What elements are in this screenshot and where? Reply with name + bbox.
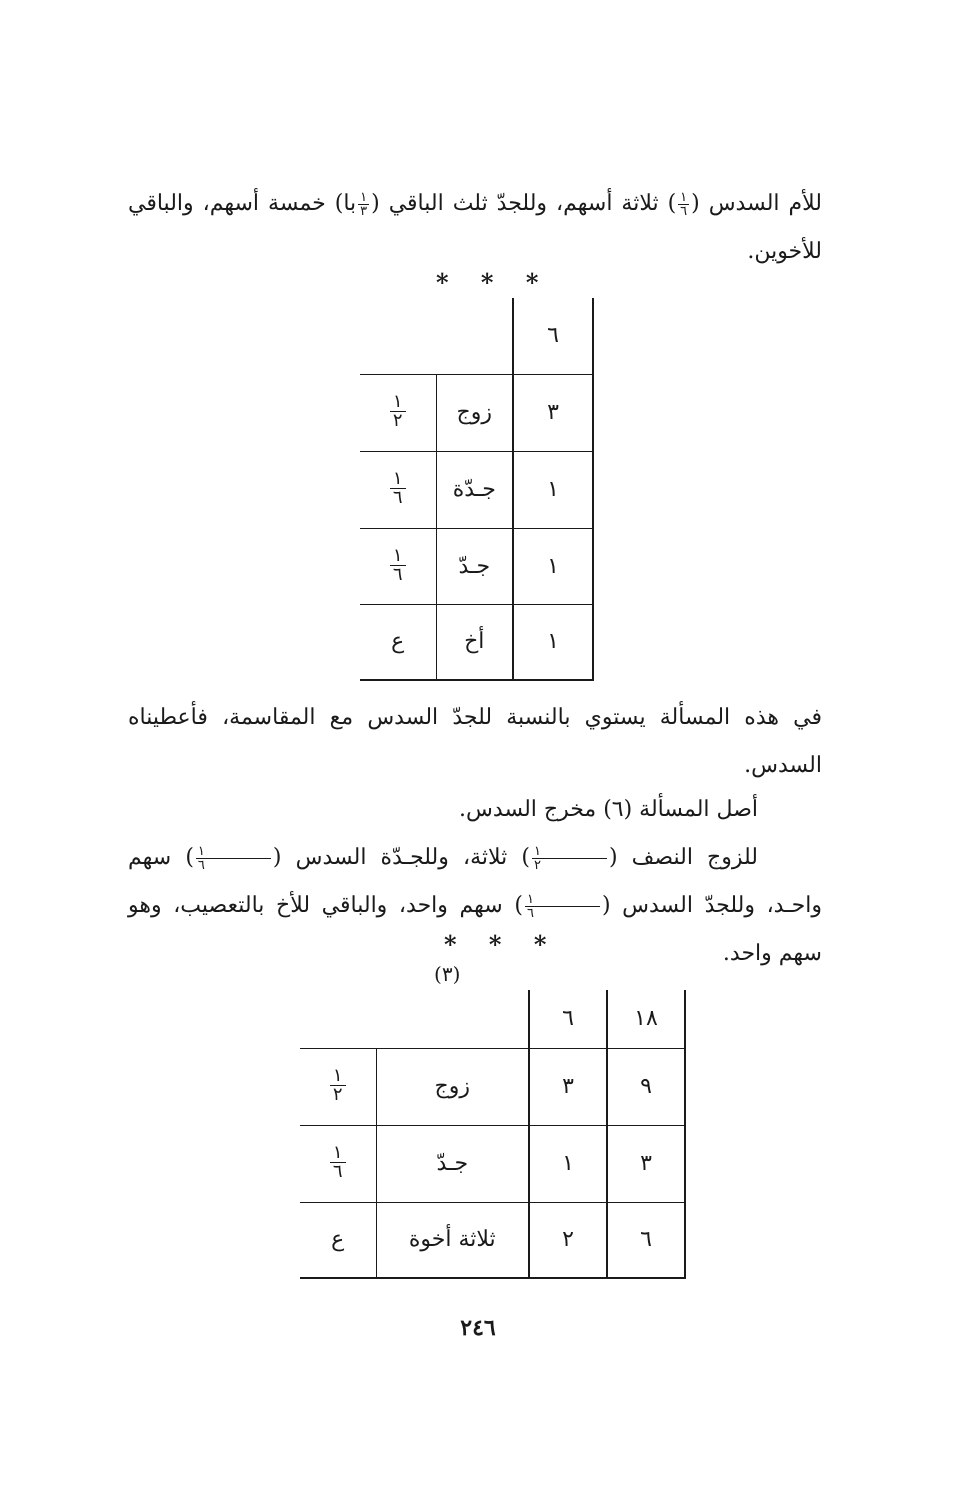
- share-fraction: [390, 470, 406, 507]
- table-cell-value: ٣: [529, 1048, 607, 1125]
- inheritance-table-2: [300, 990, 686, 1279]
- table-cell-corrected: ٣: [607, 1125, 685, 1202]
- fraction-numerator: ١: [525, 893, 600, 907]
- fraction-denominator: ٦: [392, 563, 403, 585]
- table-cell-value: ١: [529, 1125, 607, 1202]
- text-segment: ) ثلاثة أسهم، وللجدّ ثلث الباقي (: [371, 191, 677, 216]
- page-number: ٢٤٦: [460, 1315, 496, 1341]
- fraction-one-sixth: [678, 191, 689, 218]
- fraction-denominator: ٦: [392, 487, 403, 508]
- table-cell-share: [360, 374, 436, 451]
- table-cell-heir: جـدّة: [436, 451, 513, 528]
- table-cell-empty: [360, 298, 436, 374]
- table-cell-share: ع: [300, 1202, 376, 1278]
- fraction-numerator: ١: [360, 189, 368, 205]
- table-cell-value: ٢: [529, 1202, 607, 1278]
- table-cell-heir: جـدّ: [376, 1125, 529, 1202]
- fraction-numerator: ١: [390, 470, 406, 489]
- fraction-denominator: ٢: [332, 1084, 343, 1105]
- table-cell-corrected: ٦: [607, 1202, 685, 1278]
- table-cell-heir: جـدّ: [436, 528, 513, 604]
- table-cell-share: [360, 528, 436, 604]
- table-cell-share: [300, 1125, 376, 1202]
- table-cell-value: ١: [513, 528, 593, 604]
- separator-stars: * * *: [436, 268, 551, 297]
- table-cell-base: ٦: [513, 298, 593, 374]
- fraction-one-half: [532, 845, 607, 872]
- share-fraction: [390, 544, 406, 585]
- fraction-denominator: ٣: [360, 203, 368, 219]
- table-cell-heir: زوج: [436, 374, 513, 451]
- separator-stars: * * *: [444, 930, 559, 959]
- fraction-numerator: ١: [680, 189, 688, 205]
- table-cell-share: [300, 1048, 376, 1125]
- text-segment: ) خمسة أسهم، والباقي للأخوين.: [128, 191, 822, 264]
- text-segment: للزوج النصف (: [608, 845, 759, 870]
- table-cell-share: ع: [360, 604, 436, 680]
- fraction-denominator: ٦: [332, 1161, 343, 1182]
- table-cell-empty: [376, 990, 529, 1048]
- fraction-one-third: [358, 191, 369, 218]
- paragraph-grandfather-note: في هذه المسألة يستوي بالنسبة للجدّ السدس مع المقاسمة، فأعطيناه السدس.: [128, 705, 822, 778]
- fraction-denominator: ٢: [533, 857, 541, 873]
- paragraph-mother-share: [128, 180, 822, 276]
- text-segment: ) سهم واحـد، وللجدّ السدس (: [128, 845, 823, 918]
- fraction-numerator: ١: [532, 845, 607, 859]
- table-cell-corrected: ١٨: [607, 990, 685, 1048]
- inheritance-table-1: [360, 298, 594, 681]
- fraction-denominator: ٦: [680, 203, 688, 219]
- fraction-one-sixth: [525, 893, 600, 920]
- table-cell-heir: أخ: [436, 604, 513, 680]
- fraction-numerator: ١: [390, 393, 406, 412]
- table-cell-share: [360, 451, 436, 528]
- table-cell-value: ١: [513, 604, 593, 680]
- text-segment: با: [343, 191, 357, 216]
- table-cell-value: ٣: [513, 374, 593, 451]
- table-cell-empty: [300, 990, 376, 1048]
- share-fraction: [330, 1144, 346, 1181]
- fraction-numerator: ١: [390, 547, 406, 566]
- share-fraction: [330, 1067, 346, 1104]
- paragraph-origin: أصل المسألة (٦) مخرج السدس.: [459, 797, 758, 822]
- table-cell-corrected: ٩: [607, 1048, 685, 1125]
- fraction-numerator: ١: [330, 1067, 346, 1086]
- multiplier-label: (٣): [434, 962, 461, 986]
- fraction-one-sixth: [196, 845, 271, 872]
- share-fraction: [390, 393, 406, 430]
- table-cell-heir: زوج: [376, 1048, 529, 1125]
- table-cell-heir: ثلاثة أخوة: [376, 1202, 529, 1278]
- table-cell-value: ١: [513, 451, 593, 528]
- fraction-denominator: ٦: [526, 905, 534, 921]
- table-cell-base: ٦: [529, 990, 607, 1048]
- table-cell-empty: [436, 298, 513, 374]
- text-segment: ) سهم واحد، والباقي للأخ بالتعصيب، وهو سهم واحد.: [128, 893, 822, 966]
- fraction-denominator: ٦: [197, 857, 205, 873]
- fraction-numerator: ١: [196, 845, 271, 859]
- fraction-numerator: ١: [330, 1144, 346, 1163]
- text-segment: ) ثلاثة، وللجـدّة السدس (: [272, 845, 530, 870]
- text-segment: للأم السدس (: [691, 191, 822, 216]
- fraction-denominator: ٢: [392, 410, 403, 431]
